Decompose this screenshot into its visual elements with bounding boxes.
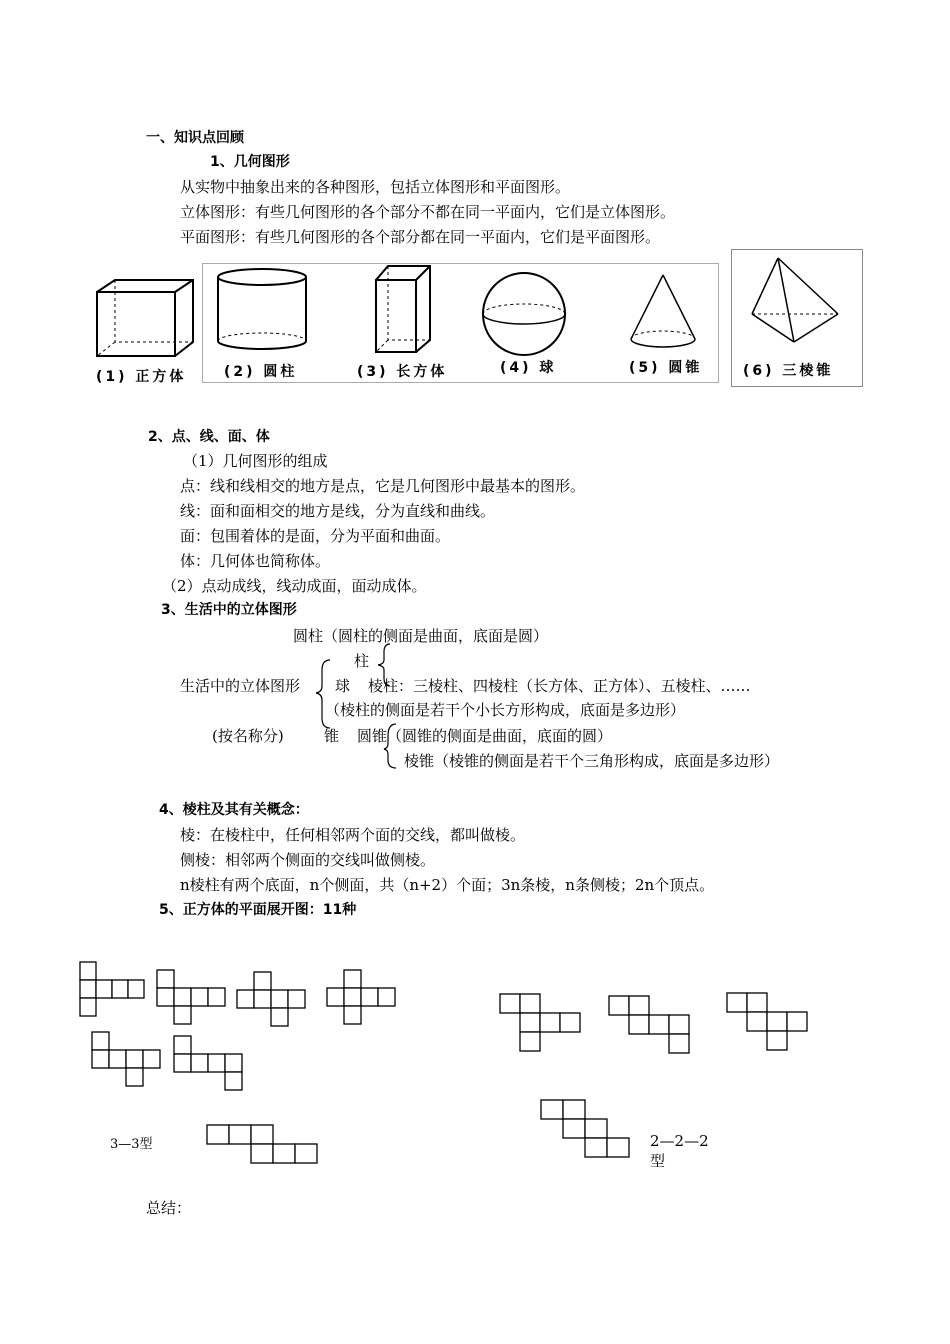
section3-heading: 3、生活中的立体图形 <box>161 602 297 618</box>
tree-zhui: 锥 <box>324 727 340 745</box>
label-3-3: 3—3型 <box>110 1137 153 1152</box>
cylinder-figure <box>216 267 308 353</box>
section4-line-2: 侧棱：相邻两个侧面的交线叫做侧棱。 <box>180 851 436 869</box>
section2-line-1: （1）几何图形的组成 <box>183 452 328 470</box>
label-2-2-2-suffix: 型 <box>650 1152 666 1170</box>
tree-root: 生活中的立体图形 <box>180 677 301 695</box>
tree-zhu: 柱 <box>354 652 370 670</box>
shape-label-sphere: (4) 球 <box>500 360 557 376</box>
classification-braces <box>300 640 410 772</box>
shape-label-cuboid: (3) 长方体 <box>357 364 448 380</box>
section2-line-2: 点：线和线相交的地方是点，它是几何图形中最基本的图形。 <box>180 477 586 495</box>
tree-ball: 球 <box>335 677 351 695</box>
tree-pyramid: 棱锥（棱锥的侧面是若干个三角形构成，底面是多边形） <box>404 752 780 770</box>
section2-heading: 2、点、线、面、体 <box>148 429 270 445</box>
para-1: 从实物中抽象出来的各种图形，包括立体图形和平面图形。 <box>180 178 571 196</box>
shape-label-cone: (5) 圆锥 <box>629 360 703 376</box>
para-3: 平面图形：有些几何图形的各个部分都在同一平面内，它们是平面图形。 <box>180 228 661 246</box>
pyramid-figure <box>750 256 840 348</box>
section4-line-1: 棱：在棱柱中，任何相邻两个面的交线，都叫做棱。 <box>180 826 526 844</box>
section4-heading: 4、棱柱及其有关概念： <box>159 802 309 818</box>
shape-label-cube: (1) 正方体 <box>96 369 187 385</box>
section2-line-6: （2）点动成线，线动成面，面动成体。 <box>162 577 427 595</box>
section1-heading: 一、知识点回顾 <box>146 130 244 146</box>
section2-line-4: 面：包围着体的是面，分为平面和曲面。 <box>180 527 451 545</box>
label-2-2-2: 2—2—2 <box>650 1132 709 1150</box>
sphere-figure <box>481 271 567 357</box>
tree-prism: 棱柱：三棱柱、四棱柱（长方体、正方体）、五棱柱、…… <box>368 677 751 695</box>
tree-cone: 圆锥（圆锥的侧面是曲面，底面的圆） <box>357 727 613 745</box>
section1-subheading: 1、几何图形 <box>210 154 290 170</box>
section4-line-3: n棱柱有两个底面，n个侧面，共（n+2）个面；3n条棱，n条侧棱；2n个顶点。 <box>180 876 715 894</box>
section2-line-3: 线：面和面相交的地方是线，分为直线和曲线。 <box>180 502 496 520</box>
tree-prism-note: （棱柱的侧面是若干个小长方形构成，底面是多边形） <box>325 701 686 719</box>
summary-label: 总结： <box>146 1199 192 1217</box>
para-2: 立体图形：有些几何图形的各个部分不都在同一平面内，它们是立体图形。 <box>180 203 676 221</box>
section2-line-5: 体：几何体也简称体。 <box>180 552 331 570</box>
tree-cylinder: 圆柱（圆柱的侧面是曲面，底面是圆） <box>293 627 549 645</box>
shape-label-pyramid: (6) 三棱锥 <box>743 363 834 379</box>
cube-figure <box>95 278 200 358</box>
tree-classify: (按名称分) <box>212 727 284 745</box>
cuboid-figure <box>374 264 432 354</box>
shape-label-cylinder: (2) 圆柱 <box>224 364 298 380</box>
section5-heading: 5、正方体的平面展开图：11种 <box>159 902 357 918</box>
cone-figure <box>628 273 698 351</box>
